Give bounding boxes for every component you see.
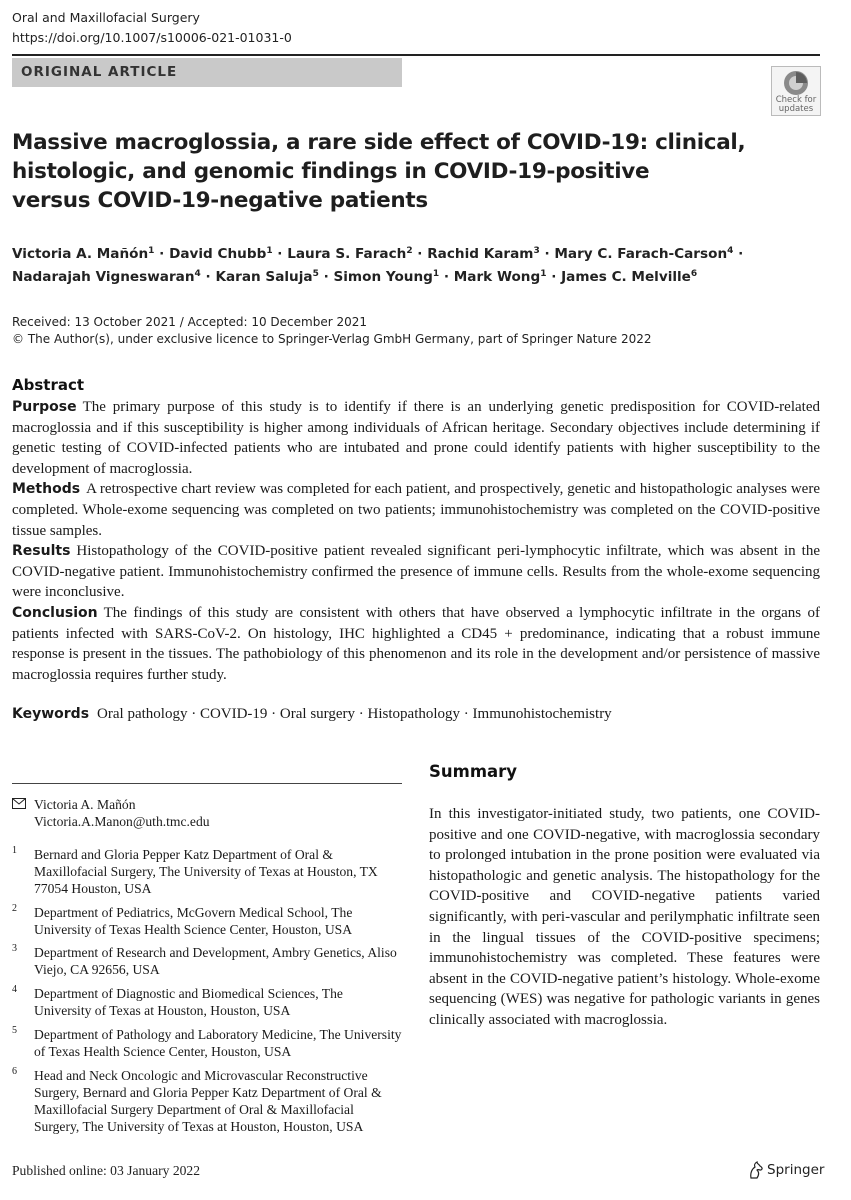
publisher-logo — [748, 1161, 825, 1181]
author-name[interactable]: Mark Wong — [453, 269, 541, 285]
corresponding-name: Victoria A. Mañón — [34, 797, 136, 812]
check-for-updates-button[interactable] — [771, 66, 821, 116]
affiliation-number: 1 — [12, 845, 17, 856]
summary-text: In this investigator-initiated study, two patients, one COVID-positive and one COVID-negative, with macroglossia secondary to prolonged intubation in the prone position were evaluated via histopathologic and genetic analysis. The histopathology for the COVID-positive and COVID-negative patients varied significantly, with peri-vascular and perilymphatic infiltrate seen in the lingual tissues of the COVID-positive specimens; immunohistochemistry was completed. These features were absent in the COVID-negative patient’s histology. Whole-exome sequencing (WES) was negative for pathologic variants in genes clinically associated with macroglossia. — [429, 806, 820, 1028]
header-divider — [12, 54, 820, 56]
results-label: Results — [12, 543, 71, 560]
author-name[interactable]: James C. Melville — [561, 269, 691, 285]
envelope-icon — [12, 798, 26, 809]
author-line-2: Nadarajah Vigneswaran$^4$ · Karan Saluja$^5$ · Simon Young$^1$ · Mark Wong$^1$ · James C. Melville$^6$ — [12, 269, 698, 285]
affiliation-number: 5 — [12, 1025, 17, 1036]
affiliation-number: 4 — [12, 984, 17, 995]
author-name[interactable]: Laura S. Farach — [287, 246, 407, 262]
author-list — [12, 243, 812, 289]
purpose-label: Purpose — [12, 399, 77, 415]
affiliation-item — [12, 904, 402, 939]
doi-link[interactable]: https://doi.org/10.1007/s10006-021-01031-0 — [12, 30, 292, 45]
affiliation-item — [12, 846, 402, 898]
article-type-label: ORIGINAL ARTICLE — [21, 64, 178, 80]
check-label-1: Check for — [775, 95, 817, 105]
title-line: versus COVID-19-negative patients — [12, 188, 428, 213]
affiliation-text: Department of Pathology and Laboratory Medicine, The University of Texas Health Science Center, Houston, USA — [34, 1027, 402, 1059]
published-date: Published online: 03 January 2022 — [12, 1163, 201, 1178]
abstract-results — [12, 541, 820, 603]
article-type-banner — [12, 58, 402, 87]
publisher-name: Springer — [767, 1162, 825, 1178]
copyright-notice: © The Author(s), under exclusive licence to Springer-Verlag GmbH Germany, part of Springer Nature 2022 — [12, 332, 652, 346]
keywords-label: Keywords — [12, 706, 90, 722]
author-affiliation-ref: 2 — [406, 246, 413, 256]
author-name[interactable]: Karan Saluja — [215, 269, 313, 285]
author-affiliation-ref: 1 — [148, 246, 155, 256]
author-affiliation-ref: 5 — [312, 269, 319, 279]
author-name[interactable]: David Chubb — [169, 246, 267, 262]
author-affiliation-ref: 4 — [194, 269, 201, 279]
affiliation-text: Bernard and Gloria Pepper Katz Department of Oral & Maxillofacial Surgery, The University of Texas at Houston, TX 77054 Houston, USA — [34, 847, 378, 896]
author-affiliation-ref: 3 — [533, 246, 540, 256]
affiliation-number: 6 — [12, 1066, 17, 1077]
conclusion-label: Conclusion — [12, 604, 98, 621]
results-text: Histopathology of the COVID-positive patient revealed significant peri-lymphocytic infiltrate, which was absent in the COVID-negative patient. Immunohistochemistry confirmed the presence of immune cells. Results from the whole-exome sequencing were inconclusive. — [12, 543, 820, 601]
received-accepted-dates: Received: 13 October 2021 / Accepted: 10 December 2021 — [12, 315, 368, 329]
affiliation-item — [12, 1067, 402, 1137]
affiliation-text: Department of Pediatrics, McGovern Medical School, The University of Texas Health Science Center, Houston, USA — [34, 905, 353, 937]
title-line: histologic, and genomic findings in COVID-19-positive — [12, 159, 650, 184]
corresponding-email[interactable]: Victoria.A.Manon@uth.tmc.edu — [34, 814, 210, 829]
author-name[interactable]: Mary C. Farach-Carson — [554, 246, 728, 262]
affiliation-text: Head and Neck Oncologic and Microvascular Reconstructive Surgery, Bernard and Gloria Pepper Katz Department of Oral & Maxillofacial Surgery Department of Oral & Maxillofacial Surgery, The University of Texas at Houston, Houston, USA — [34, 1068, 382, 1134]
purpose-text: The primary purpose of this study is to identify if there is an underlying genetic predisposition for COVID-related macroglossia and if this susceptibility is higher among individuals of African heritage. Secondary objectives include determining if genetic testing of COVID-infected patients who are intubated and prone could identify patients with higher susceptibility to the development of macroglossia. — [12, 399, 820, 477]
check-label-2: updates — [778, 104, 814, 114]
conclusion-text: The findings of this study are consistent with others that have observed a lymphocytic infiltrate in the organs of patients infected with SARS-CoV-2. On histology, IHC highlighted a CD45 + predominance, indicating that a robust immune response is present in the tissues. The pathobiology of this phenomenon and its role in the development and/or persistence of massive macroglossia requires further study. — [12, 604, 820, 683]
author-name[interactable]: Nadarajah Vigneswaran — [12, 269, 195, 285]
abstract-body — [12, 397, 820, 685]
author-affiliation-ref: 4 — [727, 246, 734, 256]
abstract-heading: Abstract — [12, 376, 85, 394]
keywords-text: Oral pathology · COVID-19 · Oral surgery · Histopathology · Immunohistochemistry — [97, 706, 612, 722]
abstract-purpose — [12, 397, 820, 479]
article-title — [12, 128, 772, 215]
affiliation-number: 3 — [12, 943, 17, 954]
abstract-conclusion — [12, 603, 820, 685]
journal-name: Oral and Maxillofacial Surgery — [12, 10, 200, 25]
affiliation-item — [12, 1026, 402, 1061]
keywords-row — [12, 704, 820, 724]
methods-label: Methods — [12, 481, 81, 498]
summary-heading: Summary — [429, 762, 518, 781]
author-name[interactable]: Rachid Karam — [427, 246, 534, 262]
corresponding-author — [12, 796, 402, 830]
springer-horse-icon — [748, 1161, 764, 1179]
footnote-divider — [12, 783, 402, 784]
author-line-1: Victoria A. Mañón$^1$ · David Chubb$^1$ · Laura S. Farach$^2$ · Rachid Karam$^3$ · Mary C. Farach-Carson$^4$ · — [12, 246, 744, 262]
title-line: Massive macroglossia, a rare side effect of COVID-19: clinical, — [12, 130, 746, 155]
author-name[interactable]: Victoria A. Mañón — [12, 246, 149, 262]
affiliation-item — [12, 944, 402, 979]
check-for-updates-icon — [783, 70, 809, 96]
affiliation-text: Department of Research and Development, Ambry Genetics, Aliso Viejo, CA 92656, USA — [34, 945, 397, 977]
methods-text: A retrospective chart review was completed for each patient, and prospectively, genetic and histopathologic analyses were completed. Whole-exome sequencing was completed on two patients; immunohistochemistry was completed on the COVID-positive tissue samples. — [12, 481, 820, 539]
author-affiliation-ref: 1 — [540, 269, 547, 279]
author-affiliation-ref: 1 — [266, 246, 273, 256]
affiliation-item — [12, 985, 402, 1020]
author-affiliation-ref: 6 — [690, 269, 698, 279]
abstract-methods — [12, 479, 820, 541]
affiliation-text: Department of Diagnostic and Biomedical Sciences, The University of Texas at Houston, Houston, USA — [34, 986, 343, 1018]
affiliation-number: 2 — [12, 903, 17, 914]
author-affiliation-ref: 1 — [432, 269, 440, 279]
author-name[interactable]: Simon Young — [333, 269, 433, 285]
